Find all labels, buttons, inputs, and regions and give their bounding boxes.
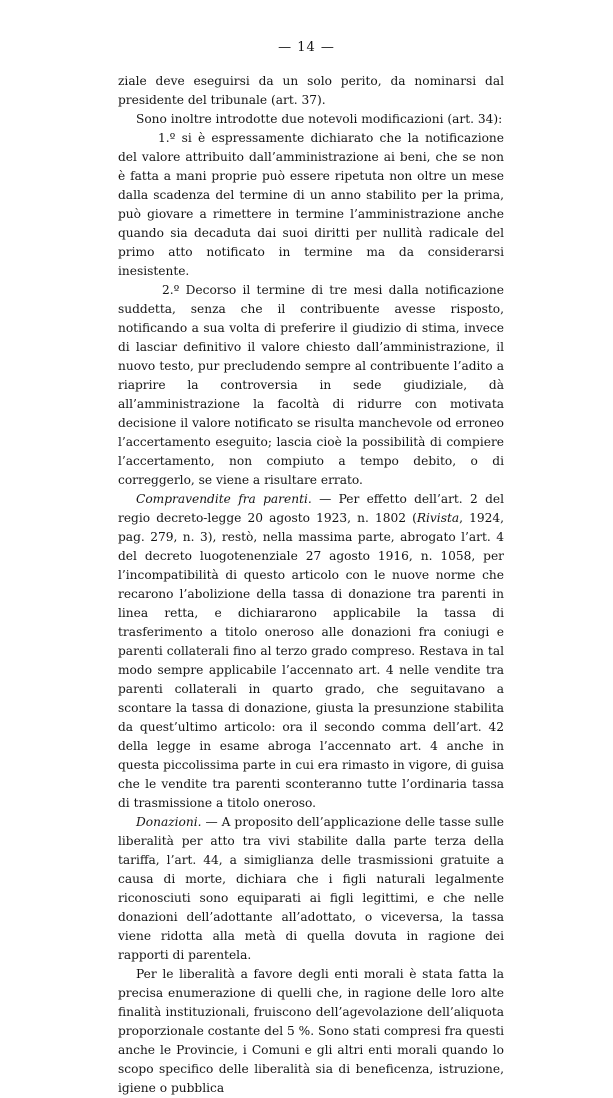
paragraph-compravendite-text-2: , 1924, pag. 279, n. 3), restò, nella massima parte, abrogato l’art. 4 del decreto luogotenenziale 27 agosto 1916, n. 1058, per l’incompatibilità di questo articolo con le nuove norme che recarono l’abolizione della tassa di donazione tra parenti in linea retta, e dichiararono applicabile la tassa di trasferimento a titolo oneroso alle donazioni fra coniugi e parenti collaterali fino al terzo grado compreso. Restava in tal modo sempre applicabile l’accennato art. 4 nelle vendite tra parenti collaterali in quarto grado, che seguitavano a scontare la tassa di donazione, giusta la presunzione stabilita da quest’ultimo articolo: ora il secondo comma dell’art. 42 della legge in esame abroga l’accennato art. 4 anche in questa piccolissima parte in cui era rimasto in vigore, di guisa che le vendite tra parenti sconteranno tutte l’ordinaria tassa di trasmissione a titolo oneroso. <box>118 511 505 810</box>
paragraph-intro: Sono inoltre introdotte due notevoli modificazioni (art. 34): <box>136 112 503 126</box>
paragraph-modification-1: 1.º si è espressamente dichiarato che la notificazione del valore attribuito dall’amministrazione ai beni, che se non è fatta a mani proprie può essere ripetuta non oltre un mese dalla scadenza del termine di un anno stabilito per la prima, può giovare a rimettere in termine l’amministrazione anche quando sia decaduta dai suoi diritti per nullità radicale del primo atto notificato in termine ma da considerarsi inesistente. <box>118 131 504 278</box>
page-number: — 14 — <box>278 40 335 55</box>
section-title-donazioni: Donazioni. <box>136 815 202 829</box>
body-text <box>118 72 504 1098</box>
paragraph-modification-2: 2.º Decorso il termine di tre mesi dalla notificazione suddetta, senza che il contribuente avesse risposto, notificando a sua volta di preferire il giudizio di stima, invece di lasciar definitivo il valore chiesto dall’amministrazione, il nuovo testo, pur precludendo sempre al contribuente l’adito a riaprire la controversia in sede giudiziale, dà all’amministrazione la facoltà di ridurre con motivata decisione il valore notificato se risulta manchevole od erroneo l’accertamento eseguito; lascia cioè la possibilità di compiere l’accertamento, non compiuto a tempo debito, o di correggerlo, se viene a risultare errato. <box>118 283 504 487</box>
paragraph-compravendite-text: — Per effetto dell’art. 2 del regio decreto-legge 20 agosto 1923, n. 1802 ( <box>118 492 504 525</box>
paragraph-donazioni <box>118 813 504 965</box>
paragraph-compravendite <box>118 490 504 813</box>
paragraph-continuation: ziale deve eseguirsi da un solo perito, da nominarsi dal presidente del tribunale (art. 37). <box>118 74 504 107</box>
citation-rivista: Rivista <box>416 511 460 525</box>
section-title-compravendite: Compravendite fra parenti. <box>136 492 312 506</box>
paragraph-donazioni-text: — A proposito dell’applicazione delle tasse sulle liberalità per atto tra vivi stabilite dalla parte terza della tariffa, l’art. 44, a simiglianza delle trasmissioni gratuite a causa di morte, dichiara che i figli naturali legalmente riconosciuti sono equiparati ai figli legittimi, e che nelle donazioni dell’adottante all’adottato, o viceversa, la tassa viene ridotta alla metà di quella dovuta in ragione dei rapporti di parentela. <box>118 815 504 962</box>
paragraph-enti-morali: Per le liberalità a favore degli enti morali è stata fatta la precisa enumerazione di quelli che, in ragione delle loro alte finalità instituzionali, fruiscono dell’agevolazione dell’aliquota proporzionale costante del 5 %. Sono stati compresi fra questi anche le Provincie, i Comuni e gli altri enti morali quando lo scopo specifico delle liberalità sia di beneficenza, istruzione, igiene o pubblica <box>118 967 504 1095</box>
